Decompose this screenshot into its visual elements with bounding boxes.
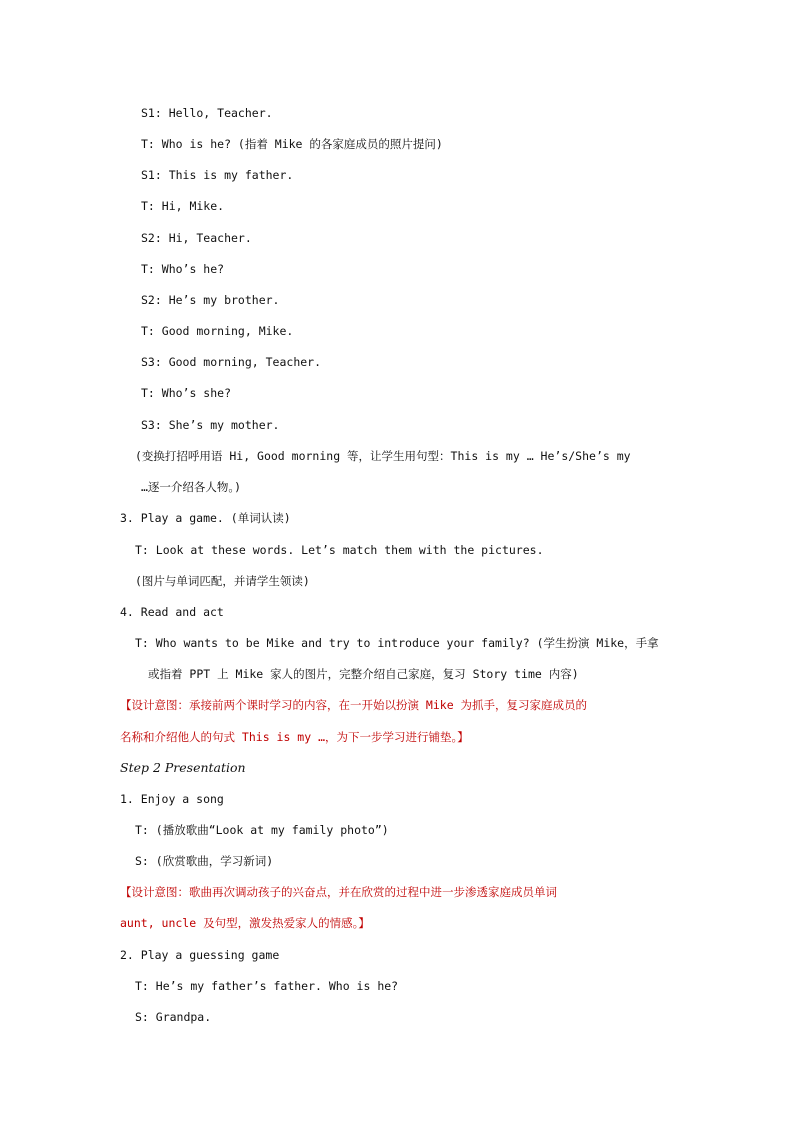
design-intent-note: 【设计意图：歌曲再次调动孩子的兴奋点，并在欣赏的过程中进一步渗透家庭成员单词 (120, 885, 557, 899)
dialogue-line: S1: Hello, Teacher. (141, 106, 273, 120)
dialogue-line: T: He’s my father’s father. Who is he? (135, 979, 399, 993)
dialogue-line: T: (播放歌曲“Look at my family photo”) (135, 823, 389, 837)
dialogue-line: T: Who wants to be Mike and try to introduce your family? (学生扮演 Mike，手拿 (135, 636, 659, 650)
instruction-note: (图片与单词匹配，并请学生领读) (135, 574, 310, 588)
step-heading: Step 2 Presentation (120, 760, 246, 775)
dialogue-line: S: Grandpa. (135, 1010, 212, 1024)
dialogue-line: T: Who’s he? (141, 262, 225, 276)
instruction-note: …逐一介绍各人物。) (141, 480, 242, 494)
section-heading: 2. Play a guessing game (120, 948, 280, 962)
design-intent-note: aunt, uncle 及句型，激发热爱家人的情感。】 (120, 916, 370, 930)
dialogue-line: T: Who is he? (指着 Mike 的各家庭成员的照片提问) (141, 137, 443, 151)
dialogue-line: S2: Hi, Teacher. (141, 231, 252, 245)
dialogue-line: S3: She’s my mother. (141, 418, 280, 432)
dialogue-line: T: Hi, Mike. (141, 199, 225, 213)
section-heading: 3. Play a game. (单词认读) (120, 511, 291, 525)
design-intent-note: 【设计意图：承接前两个课时学习的内容，在一开始以扮演 Mike 为抓手，复习家庭成员的 (120, 698, 588, 712)
design-intent-note: 名称和介绍他人的句式 This is my …，为下一步学习进行铺垫。】 (120, 730, 469, 744)
dialogue-line: S: (欣赏歌曲，学习新词) (135, 854, 274, 868)
section-heading: 1. Enjoy a song (120, 792, 224, 806)
dialogue-line: 或指着 PPT 上 Mike 家人的图片，完整介绍自己家庭，复习 Story time 内容) (148, 667, 579, 681)
dialogue-line: T: Who’s she? (141, 386, 232, 400)
dialogue-line: S3: Good morning, Teacher. (141, 355, 322, 369)
instruction-note: (变换打招呼用语 Hi, Good morning 等，让学生用句型：This is my … He’s/She’s my (135, 449, 631, 463)
section-heading: 4. Read and act (120, 605, 224, 619)
dialogue-line: S2: He’s my brother. (141, 293, 280, 307)
dialogue-line: T: Look at these words. Let’s match them with the pictures. (135, 543, 544, 557)
dialogue-line: S1: This is my father. (141, 168, 294, 182)
dialogue-line: T: Good morning, Mike. (141, 324, 294, 338)
